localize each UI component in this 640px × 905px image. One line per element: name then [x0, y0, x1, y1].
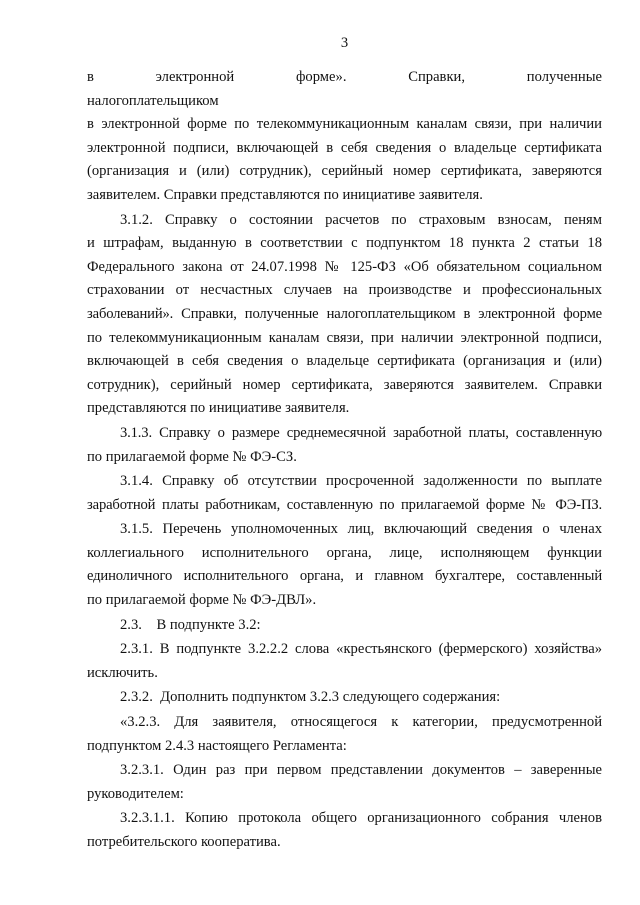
text-line: заболеваний». Справки, полученные налогоплательщиком в электронной форме [87, 305, 602, 322]
paragraph-2-3-1 [87, 638, 602, 685]
paragraph-3-2-3-1 [87, 759, 602, 806]
text-line: потребительского кооператива. [87, 834, 281, 850]
text-line: 3.2.3.1. Один раз при первом представлении документов – заверенные [120, 762, 602, 779]
text-line: в электронной форме». Справки, полученные налогоплательщиком [87, 69, 602, 109]
text-line: заявителем. Справки представляются по инициативе заявителя. [87, 186, 483, 203]
paragraph-2-3-2 [87, 686, 602, 710]
paragraph-2-3 [87, 614, 602, 638]
page-number: 3 [340, 35, 349, 51]
text-line: единоличного исполнительного органа, и главном бухгалтере, составленный [87, 568, 602, 585]
text-line: 2.3.1. В подпункте 3.2.2.2 слова «крестьянского (фермерского) хозяйства» [120, 641, 602, 658]
paragraph-3-1-2 [87, 209, 602, 421]
text-line: электронной подписи, включающей в себя сведения о владельце сертификата [87, 139, 602, 156]
text-line: «3.2.3. Для заявителя, относящегося к категории, предусмотренной [120, 714, 602, 731]
text-line: в электронной форме по телекоммуникационным каналам связи, при наличии [87, 116, 602, 133]
text-line: по прилагаемой форме № ФЭ-ДВЛ». [87, 592, 317, 609]
text-line: страховании от несчастных случаев на производстве и профессиональных [87, 282, 602, 299]
text-line: исключить. [87, 664, 158, 681]
paragraph-3-2-3 [87, 711, 602, 758]
text-line: коллегиального исполнительного органа, лице, исполняющем функции [87, 544, 602, 561]
paragraph-intro-continuation [87, 66, 602, 208]
text-line: представляются по инициативе заявителя. [87, 400, 350, 417]
text-line: 3.1.2. Справку о состоянии расчетов по страховым взносам, пеням [120, 211, 602, 228]
paragraph-3-2-3-1-1 [87, 807, 602, 854]
text-line: подпунктом 2.4.3 настоящего Регламента: [87, 737, 347, 754]
text-line: сотрудник), серийный номер сертификата, заверяются заявителем. Справки [87, 376, 602, 393]
paragraph-3-1-4 [87, 470, 602, 517]
text-line: 3.1.5. Перечень уполномоченных лиц, включающий сведения о членах [120, 521, 602, 538]
text-line: включающей в себя сведения о владельце сертификата (организация и (или) [87, 353, 602, 370]
text-line: 3.2.3.1.1. Копию протокола общего организационного собрания членов [120, 810, 602, 827]
paragraph-3-1-5 [87, 518, 602, 612]
text-line: по телекоммуникационным каналам связи, при наличии электронной подписи, [87, 329, 602, 346]
text-line: заработной платы работникам, составленную по прилагаемой форме № ФЭ-ПЗ. [87, 496, 602, 513]
text-line: и штрафам, выданную в соответствии с подпунктом 18 пункта 2 статьи 18 [87, 235, 602, 252]
text-line: 3.1.4. Справку об отсутствии просроченной задолженности по выплате [120, 473, 602, 490]
text-line: (организация и (или) сотрудник), серийный номер сертификата, заверяются [87, 163, 602, 180]
text-line: по прилагаемой форме № ФЭ-СЗ. [87, 448, 297, 465]
text-line: 2.3.2. Дополнить подпунктом 3.2.3 следующего содержания: [120, 689, 501, 706]
text-line: 3.1.3. Справку о размере среднемесячной заработной платы, составленную [120, 424, 602, 441]
text-line: руководителем: [87, 785, 184, 802]
text-line: 2.3. В подпункте 3.2: [120, 616, 261, 633]
paragraph-3-1-3 [87, 422, 602, 469]
text-line: Федерального закона от 24.07.1998 № 125-ФЗ «Об обязательном социальном [87, 258, 602, 275]
